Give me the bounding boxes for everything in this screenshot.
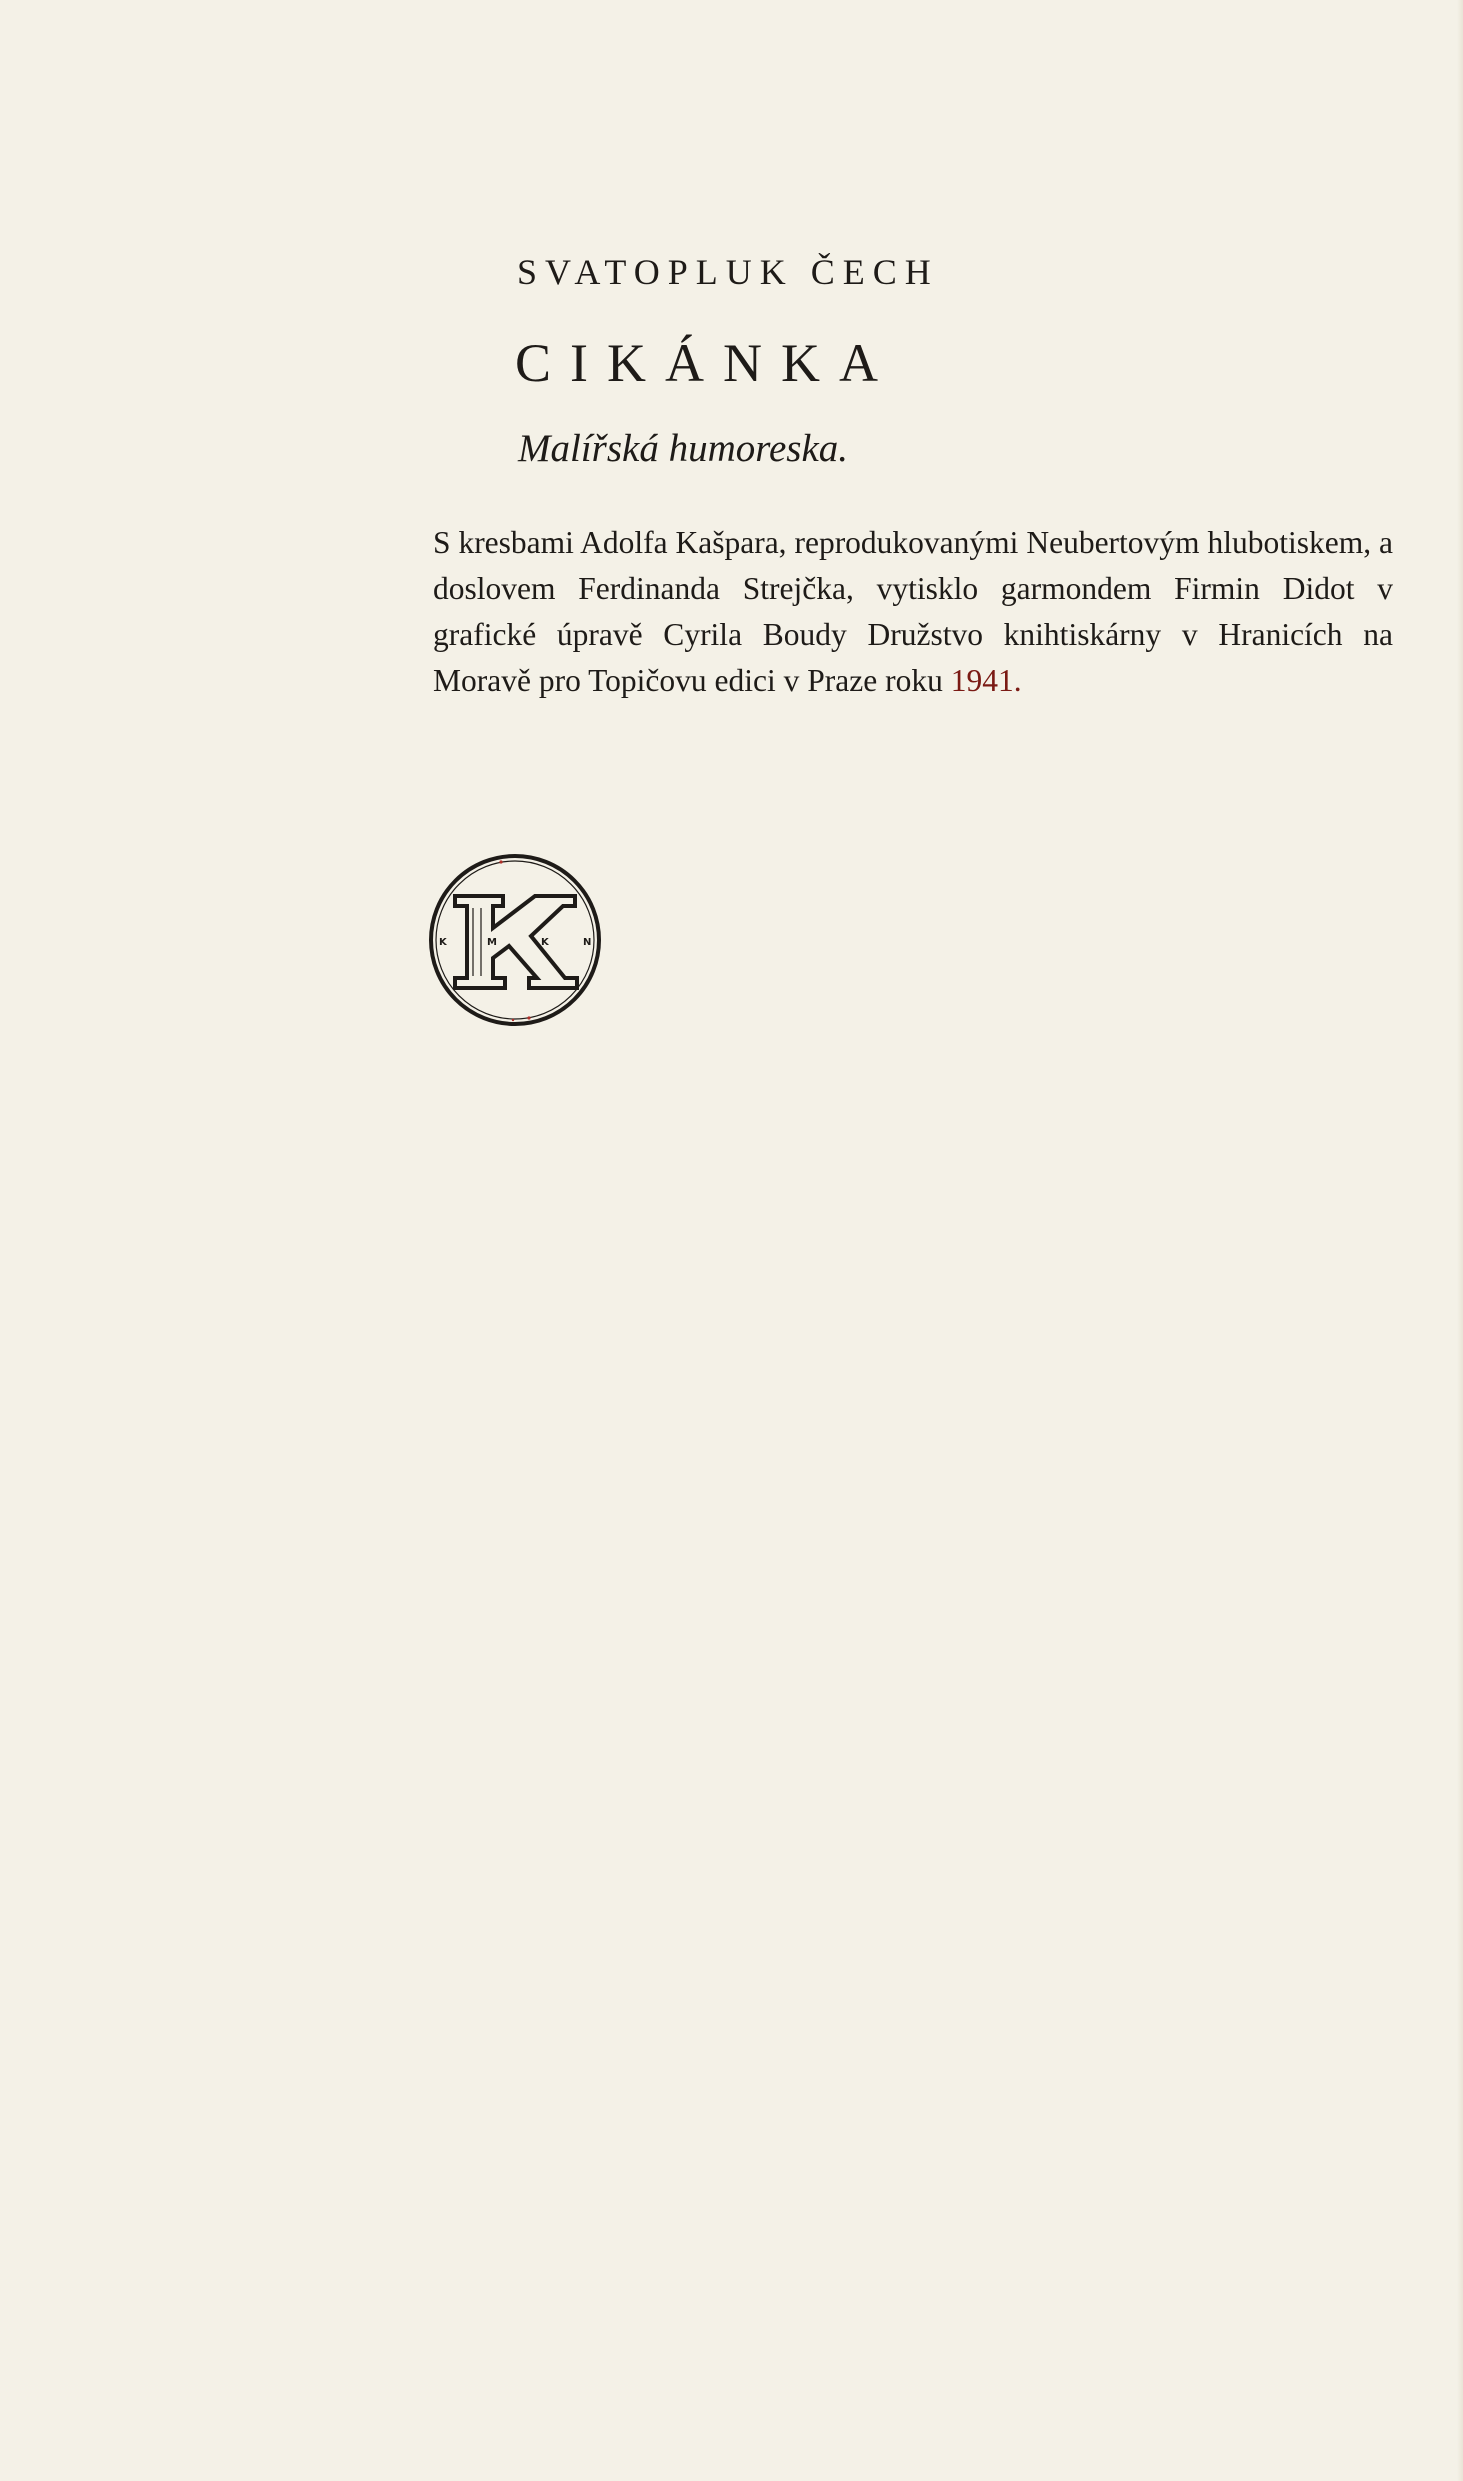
colophon-year-prefix: roku xyxy=(885,663,951,698)
colophon-year: 1941. xyxy=(950,663,1022,698)
page-edge xyxy=(1457,0,1463,2481)
publisher-k-mark-icon xyxy=(425,850,605,1030)
colophon-body: S kresbami Adolfa Kašpara, reprodukovanými Neubertovým hlubotiskem, a doslovem Ferdinanda Strejčka, vytisklo garmondem Firmin Didot v grafické úpravě Cyrila Boudy Družstvo knihtiskárny v Hranicích na Moravě pro Topičovu edici v Praze xyxy=(433,525,1393,698)
mark-small-letter-3: K xyxy=(541,937,549,948)
author-name: SVATOPLUK ČECH xyxy=(517,252,939,292)
book-subtitle: Malířská humoreska. xyxy=(518,427,849,470)
colophon-text xyxy=(433,520,1393,704)
mark-small-letter-1: K xyxy=(439,937,447,948)
mark-small-letter-2: M xyxy=(487,937,497,948)
book-title: CIKÁNKA xyxy=(515,333,897,393)
mark-small-letter-4: N xyxy=(583,937,592,948)
